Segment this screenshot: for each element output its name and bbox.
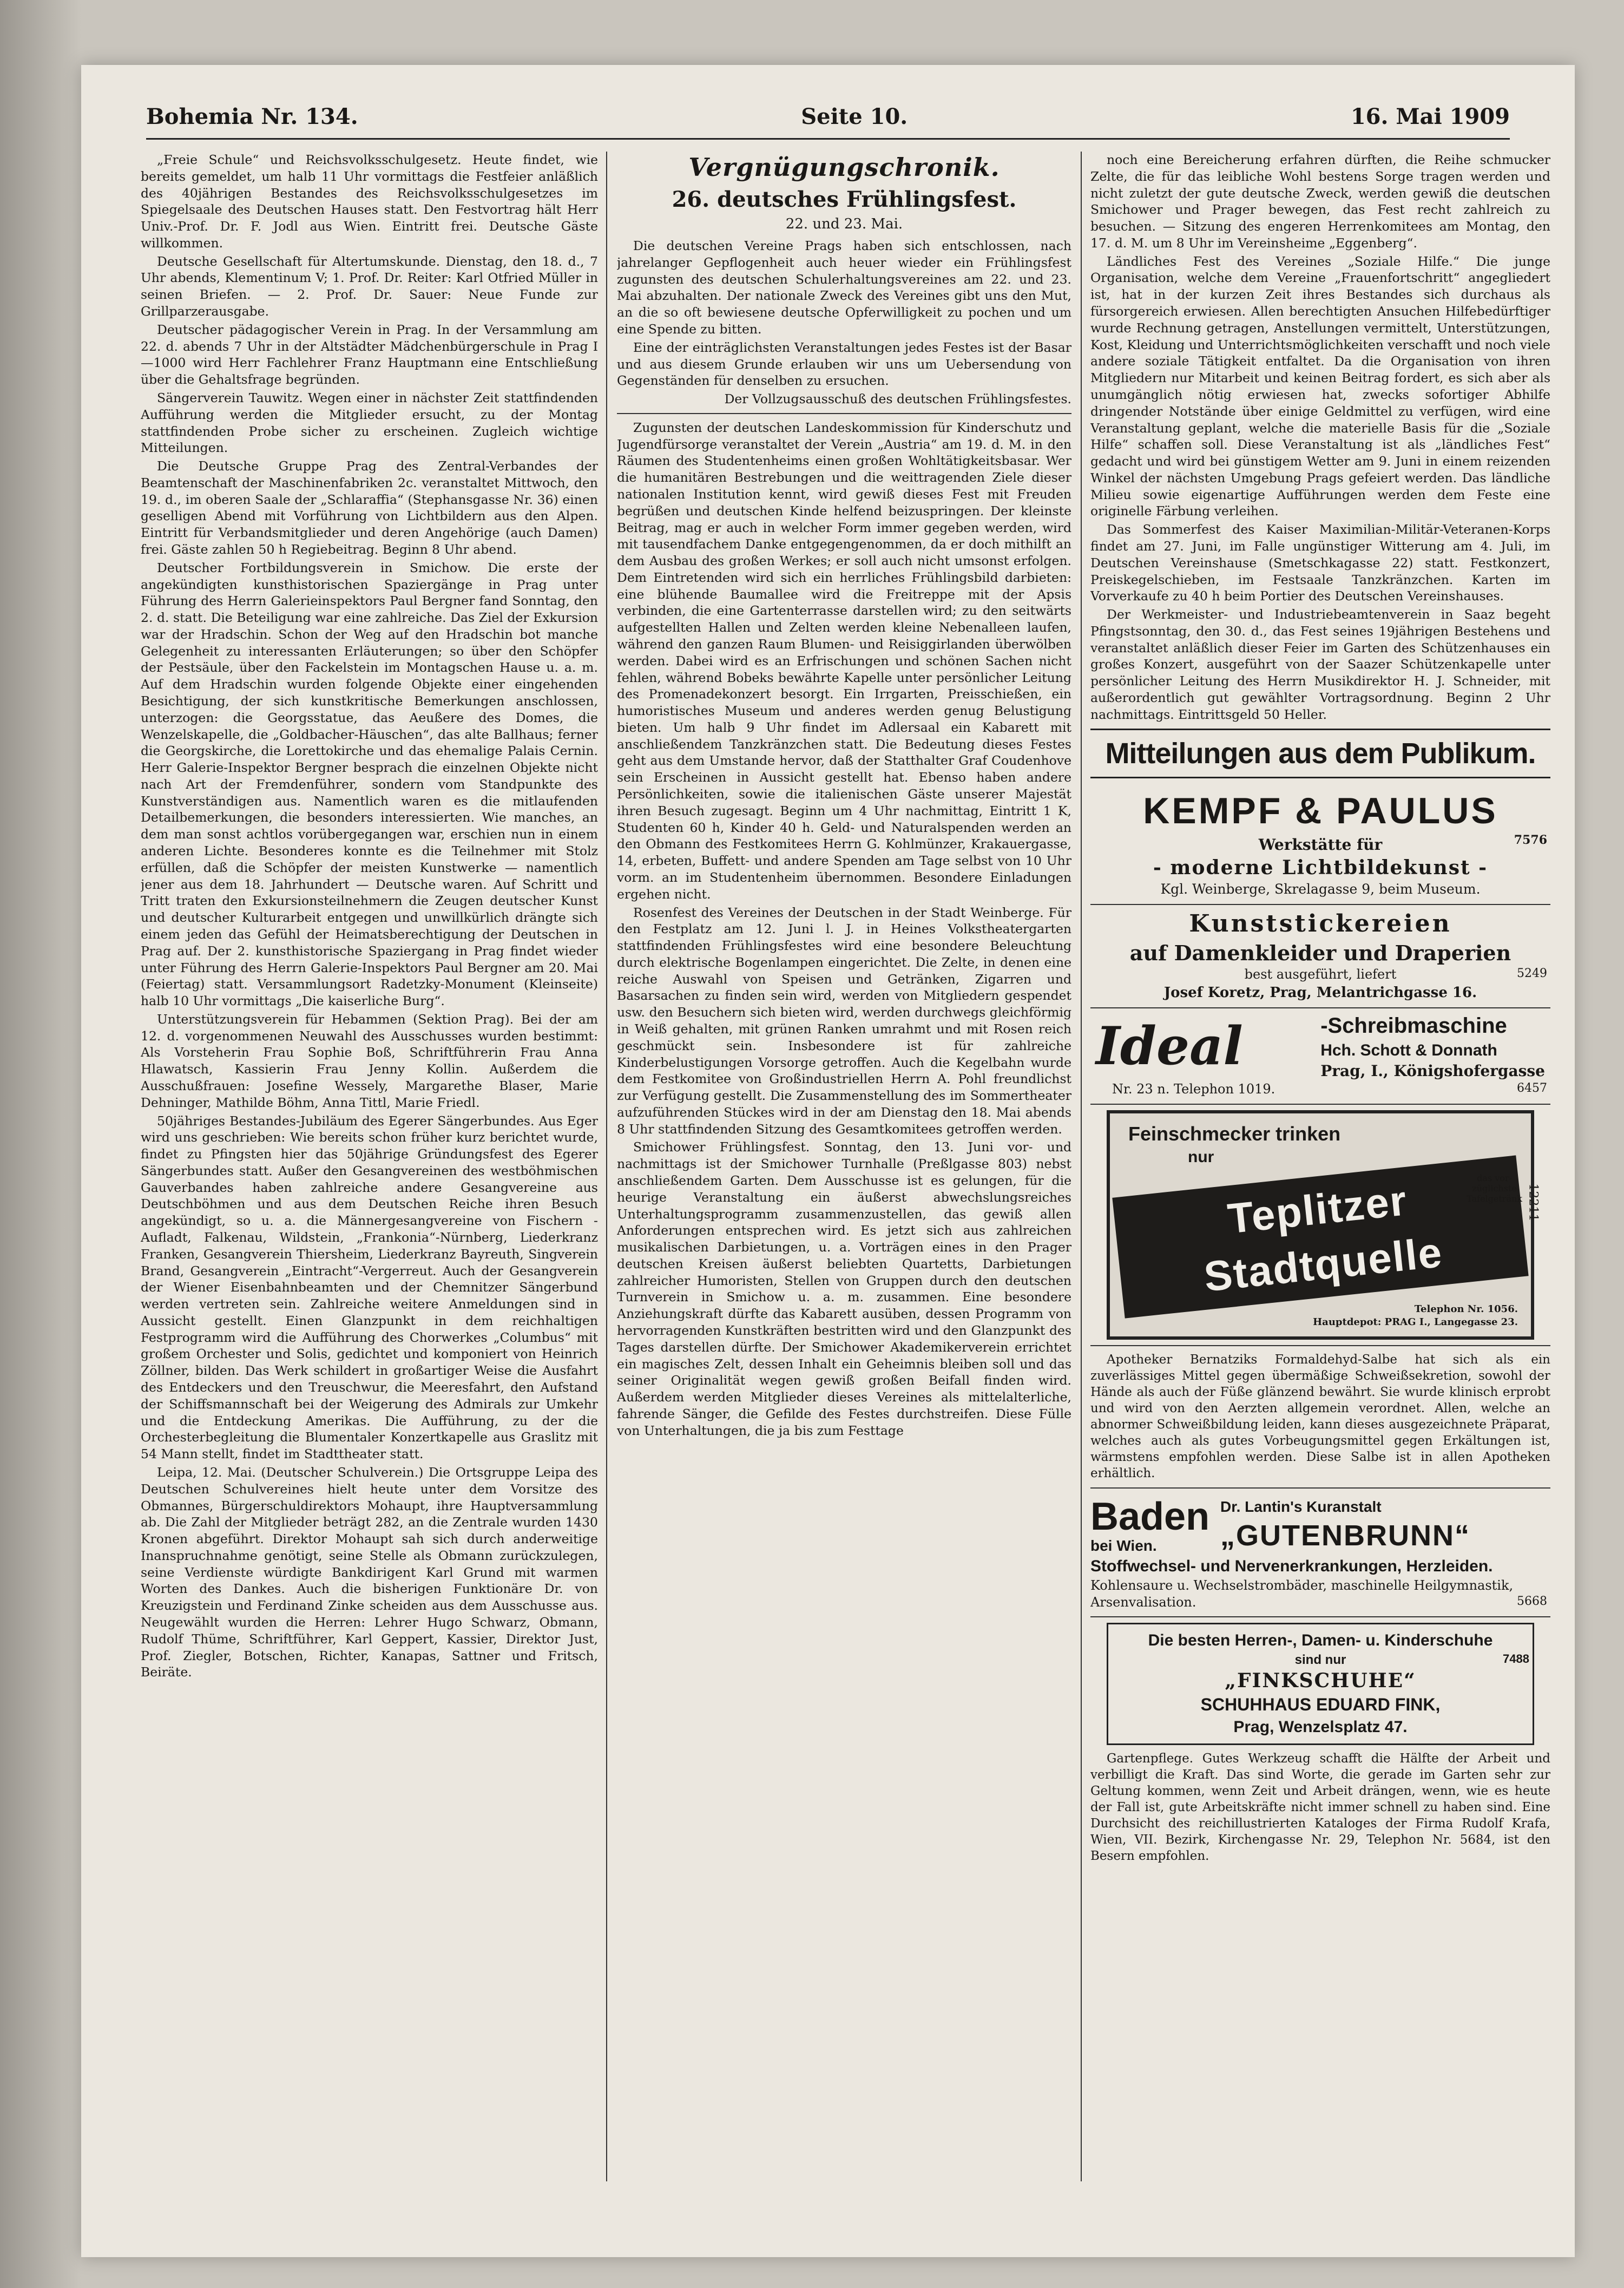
ad-number: 7488 <box>1503 1651 1529 1666</box>
ad-line <box>1090 835 1550 855</box>
ad-line: bei Wien. <box>1090 1537 1157 1554</box>
ad-line: Feinschmecker trinken <box>1128 1122 1341 1145</box>
ad-ideal-schreibmaschine <box>1090 1008 1550 1105</box>
article: noch eine Bereicherung erfahren dürften, die Reihe schmucker Zelte, die für das leibliche Wohl bestens Sorge tragen werden und nicht zuletzt der gute deutsche Zweck, werden gewiß die deutschen Smichower und Prager bewegen, das Fest recht zahlreich zu besuchen. — Sitzung des engeren Herrenkomitees am Montag, den 17. d. M. um 8 Uhr im Vereinsheime „Eggenberg“. <box>1090 152 1550 251</box>
column-rule <box>606 152 607 2181</box>
ad-line: nur <box>1188 1148 1214 1166</box>
ad-row <box>1090 1494 1550 1556</box>
ad-line: Dr. Lantin's Kuranstalt <box>1220 1498 1382 1515</box>
ad-text-block <box>1320 1012 1545 1081</box>
ad-number: 5668 <box>1517 1594 1547 1608</box>
article: Unterstützungsverein für Hebammen (Sektion Prag). Bei der am 12. d. vorgenommenen Neuwahl des Ausschusses wurden bestimmt: Als Vorsteherin Frau Sophie Boß, Schriftführerin Frau Anna Hlawatsch, Kassierin Frau Jenny Kollin. Außerdem die Ausschußfrauen: Josefine Wessely, Margarethe Blaser, Marie Dehninger, Mathilde Böhm, Anna Tittl, Marie Friedl. <box>141 1011 598 1110</box>
column-rule <box>1081 152 1082 2181</box>
ad-line: - moderne Lichtbildekunst - <box>1153 856 1488 880</box>
article: 50jähriges Bestandes-Jubiläum des Egerer Sängerbundes. Aus Eger wird uns geschrieben: Wie bereits schon früher kurz berichtet wurde, findet zu Pfingsten hier das 50jährige Gründungsfest des Egerer Sängerbundes statt. Außer den Gesangvereinen des westböhmischen Gauverbandes haben zahlreiche andere Gesangvereine aus Deutschböhmen und aus dem Deutschen Reiche ihren Besuch angekündigt, so u. a. die Männergesangvereine von Fischern - Aufladt, Falkenau, Wildstein, „Frankonia“-Nürnberg, Liederkranz Franken, Gesangverein Thiersheim, Liederkranz Bayreuth, Singverein Brand, Gesangverein „Eintracht“-Vergerreut. Auch der Gesangverein der Wiener Eisenbahnbeamten und der Chemnitzer Sängerbund werden vertreten sein. Zahlreiche weitere Anmeldungen sind in Aussicht gestellt. Einen Glanzpunkt in dem reichhaltigen Festprogramm wird die Aufführung des Chorwerkes „Columbus“ mit großem Orchester und Solis, gedichtet und komponiert von Heinrich Zöllner, bilden. Das Werk schildert in großartiger Weise die Ausfahrt des Entdeckers und den Treuschwur, die Meeresfahrt, den Aufstand der Schiffsmannschaft bei der Weigerung des Admirals zur Umkehr und die Entdeckung Amerikas. Die Aufführung, zu der die Orchesterbegleitung die Blumentaler Konzertkapelle aus Graslitz mit 54 Mann stellt, findet im Stadttheater statt. <box>141 1113 598 1462</box>
ads-section-title: Mitteilungen aus dem Publikum. <box>1090 729 1550 779</box>
ad-kunststickereien <box>1090 905 1550 1008</box>
ad-number: 5249 <box>1517 967 1547 981</box>
article: Ländliches Fest des Vereines „Soziale Hilfe.“ Die junge Organisation, welche dem Vereine „Frauenfortschritt“ angegliedert ist, hat in der kurzen Zeit ihres Bestandes sich durchaus als fürsorgereich erwiesen. Allen berechtigten Ansuchen Hilfebedürftiger wurde Rechnung getragen, Anstellungen vermittelt, Unterstützungen, Kost, Kleidung und Unterrichtsmöglichkeiten verschafft und noch viele andere soziale Tätigkeit entfaltet. Da die Organisation von ihren Mitgliedern nur Mitarbeit und keinen Beitrag fordert, es sich aber als unumgänglich nötig erwiesen hat, zwecks sofortiger Abhilfe dringender Notstände über einige Geldmittel zu verfügen, wird eine Veranstaltung geplant, welche die materielle Basis für die „Soziale Hilfe“ schaffen soll. Diese Veranstaltung ist als „ländliches Fest“ gedacht und wird bei günstigem Wetter am 9. Juni in einem reizenden Winkel der nächsten Umgebung Prags gefeiert werden. Das ländliche Milieu sowie eigenartige Aufführungen werden dem Feste eine originelle Färbung verleihen. <box>1090 253 1550 519</box>
ad-title: „FINKSCHUHE“ <box>1225 1669 1416 1693</box>
section-title: Vergnügungschronik. <box>688 153 1000 182</box>
ad-line: -Schreibmaschine <box>1320 1013 1507 1038</box>
article: Zugunsten der deutschen Landeskommission für Kinderschutz und Jugendfürsorge veranstaltet der Verein „Austria“ am 19. d. M. in den Räumen des Studentenheims einen großen Wohltätigkeitsbasar. Wer die humanitären Bestrebungen und die weittragenden Ziele dieser nationalen Institution kennt, wird gewiß dieses Fest mit Freuden begrüßen und deutschen Kinde helfend beizuspringen. Der kleinste Beitrag, mag er auch in welcher Form immer gegeben werden, wird mit tausendfachem Danke entgegengenommen, da er doch mithilft an dem Ausbau des großen Werkes; er soll auch nicht umsonst erfolgen. Dem Eintretenden wird sich ein herrliches Frühlingsbild darbieten: eine blühende Baumallee wird die Freitreppe mit der Apsis verbinden, die eine Gartenterrasse darstellen wird; zu den seitwärts aufgestellten Hallen und Zelten werden kleine Nebenalleen laufen, während den ganzen Raum Blumen- und Reisiggirlanden überwölben werden. Dabei wird es an Erfrischungen und schönen Sachen nicht fehlen, während Bobeks bewährte Kapelle unter persönlicher Leitung des Promenadekonzert besorgt. Ein Irrgarten, Preisschießen, ein humoristisches Museum und anderes werden genug Belustigung bieten. Um halb 9 Uhr findet im Adlersaal ein Kabarett mit anschließendem Tanzkränzchen statt. Die Bedeutung dieses Festes geht aus dem Umstande hervor, daß der Statthalter Graf Coudenhove sein Erscheinen in Aussicht gestellt hat. Ebenso haben andere Persönlichkeiten, sowie die italienischen Gäste unserer Majestät ihren Besuch zugesagt. Beginn um 4 Uhr nachmittag, Eintritt 1 K, Studenten 60 h, Kinder 40 h. Geld- und Naturalspenden werden an den Obmann des Festkomitees Herrn G. Kohlmünzer, Krakauergasse, 14, erbeten, Buffett- und andere Spenden am Tage selbst von 10 Uhr vorm. an im Studentenheim übernommen. Besondere Einladungen ergehen nicht. <box>617 419 1071 902</box>
ad-side-text <box>1467 1173 1522 1204</box>
ad-line: Hauptdepot: PRAG I., Langegasse 23. <box>1313 1316 1518 1328</box>
section-date: 22. und 23. Mai. <box>785 215 903 232</box>
ad-text: Tafelgetränk <box>1467 1194 1522 1204</box>
ad-text: züglichste <box>1472 1183 1517 1194</box>
column-left <box>141 152 598 2181</box>
ad-line <box>1090 1577 1550 1611</box>
ad-finkschuhe <box>1107 1623 1534 1745</box>
notice-gartenpflege: Gartenpflege. Gutes Werkzeug schafft die Hälfte der Arbeit und verbilligt die Kraft. Das sind Worte, die gerade im Garten sehr zur Geltung kommen, wenn Zeit und Arbeit drängen, wenn, wie es heute der Fall ist, gute Arbeitskräfte nicht immer schnell zu haben sind. Eine Durchsicht des reichillustrierten Kataloges der Firma Rudolf Krafa, Wien, VII. Bezirk, Kirchengasse Nr. 29, Telephon Nr. 5684, ist den Besern empfohlen. <box>1090 1751 1550 1864</box>
ad-line: Telephon Nr. 1056. <box>1414 1303 1518 1315</box>
ad-line: SCHUHHAUS EDUARD FINK, <box>1200 1695 1441 1715</box>
ad-line <box>1114 1651 1527 1668</box>
ad-number: 7576 <box>1514 833 1547 848</box>
article: Die Deutsche Gruppe Prag des Zentral-Verbandes der Beamtenschaft der Maschinenfabriken 2c. veranstaltet Mittwoch, den 19. d., im oberen Saale der „Schlaraffia“ (Stephansgasse Nr. 36) einen geselligen Abend mit Vorführung von Lichtbildern aus den Alpen. Eintritt für Verbandsmitglieder und deren Angehörige (auch Damen) frei. Gäste zahlen 50 h Regiebeitrag. Beginn 8 Uhr abend. <box>141 458 598 557</box>
section-subtitle: 26. deutsches Frühlingsfest. <box>672 186 1017 212</box>
article: Sängerverein Tauwitz. Wegen einer in nächster Zeit stattfindenden Aufführung werden die Mitglieder ersucht, zu der Montag stattfindenden Probe sicher zu erscheinen. Zugleich wichtige Mitteilungen. <box>141 390 598 456</box>
ad-logo-block <box>1090 1494 1210 1556</box>
article: Der Werkmeister- und Industriebeamtenverein in Saaz begeht Pfingstsonntag, den 30. d., das Fest seines 19jährigen Bestehens und veranstaltet anläßlich dieser Feier im Garten des Schützenhauses ein großes Konzert, ausgeführt von der Saazer Schützenkapelle unter persönlicher Leitung des Herrn Musikdirektor H. J. Schneider, mit außerordentlich gut gewählter Vortragsordnung. Beginn 2 Uhr nachmittags. Eintrittsgeld 50 Heller. <box>1090 607 1550 722</box>
scan-border <box>0 0 81 2288</box>
ad-line: Die besten Herren-, Damen- u. Kinderschuhe <box>1148 1631 1493 1650</box>
header-center: Seite 10. <box>801 103 908 129</box>
newspaper-page <box>81 65 1575 2257</box>
notice-apotheke: Apotheker Bernatziks Formaldehyd-Salbe hat sich als ein zuverlässiges Mittel gegen übermäßige Schweißsekretion, sowohl der Hände als auch der Füße glänzend bewährt. Sie wurde klinisch erprobt und wird von den Aerzten allgemein verordnet. Allen, welche an abnormer Schweißbildung leiden, kann dieses ausgezeichnete Präparat, welches auch als gutes Vorbeugungsmittel gegen Erkältungen ist, wärmstens empfohlen werden. Diese Salbe ist in allen Apotheken erhältlich. <box>1090 1352 1550 1481</box>
ad-row <box>1090 1012 1550 1081</box>
ad-line: auf Damenkleider und Draperien <box>1129 940 1511 965</box>
article: Eine der einträglichsten Veranstaltungen jedes Festes ist der Basar und aus diesem Grunde erlauben wir uns um Uebersendung von Gegenständen für denselben zu ersuchen. <box>617 339 1071 389</box>
ad-logo: Ideal <box>1096 1015 1243 1077</box>
ad-line: Stoffwechsel- und Nervenerkrankungen, Herzleiden. <box>1090 1557 1493 1576</box>
header-left: Bohemia Nr. 134. <box>146 103 358 129</box>
column-right <box>1090 152 1550 2181</box>
ad-number: 6457 <box>1517 1081 1547 1096</box>
divider <box>617 413 1071 414</box>
ad-kempf-paulus <box>1090 784 1550 905</box>
article: Smichower Frühlingsfest. Sonntag, den 13. Juni vor- und nachmittags ist der Smichower Turnhalle (Preßlgasse 803) nebst anschließendem Garten. Dem Ausschusse ist es gelungen, für die heurige Veranstaltung ein äußerst abwechslungsreiches Unterhaltungsprogramm zusammenzustellen, das gewiß allen Anforderungen entsprechen wird. Es jetzt sich aus zahlreichen musikalischen Darbietungen, u. a. Vorträgen eines in den Prager deutschen Kreisen äußerst beliebten Quartetts, Darbietungen zahlreicher Humoristen, Stellen von Gruppen durch den deutschen Turnverein in Smichow u. a. m. zusammen. Eine besondere Anziehungskraft dürfte das Kabarett ausüben, dessen Programm von hervorragenden Kunstkräften bestritten wird und den Glanzpunkt des Tages darstellen dürfte. Der Smichower Akademikerverein errichtet ein magisches Zelt, dessen Inhalt ein Geheimnis bleiben soll und das seiner Originalität wegen gewiß großen Beifall finden wird. Außerdem werden Mitglieder dieses Vereines als mittelalterliche, fahrende Sänger, die Gefilde des Festes durchstreifen. Diese Fülle von Unterhaltungen, die ja bis zum Festtage <box>617 1139 1071 1438</box>
article: Deutscher pädagogischer Verein in Prag. In der Versammlung am 22. d. abends 7 Uhr in der Altstädter Mädchenbürgerschule in Prag I—1000 wird Herr Fachlehrer Franz Hauptmann eine Entschließung über die Gehaltsfrage begründen. <box>141 322 598 388</box>
ad-text-block <box>1209 1497 1470 1555</box>
header-right: 16. Mai 1909 <box>1350 103 1510 129</box>
ad-title: Kunststickereien <box>1189 909 1452 938</box>
ad-text: das vor- <box>1477 1172 1512 1183</box>
ad-line: Prag, I., Königshofergasse <box>1320 1061 1545 1080</box>
ad-line <box>1090 966 1550 983</box>
article: Deutscher Fortbildungsverein in Smichow. Die erste der angekündigten kunsthistorischen Spaziergänge in Prag unter Führung des Herrn Galerieinspektors Paul Bergner fand Sonntag, den 2. d. statt. Die Beteiligung war eine zahlreiche. Das Ziel der Exkursion war der Hradschin. Schon der Weg auf den Hradschin bot manche Gelegenheit zu interessanten Erläuterungen; so über den Schöpfer der Pestsäule, über den Fackelstein im Montagschen Hause u. a. m. Auf dem Hradschin wurden folgende Objekte einer eingehenden Besichtigung, der sich kunstkritische Bemerkungen anschlossen, unterzogen: die Georgsstatue, das Aeußere des Domes, die Wenzelskapelle, die „Goldbacher-Häuschen“, das alte Ballhaus; ferner die Georgskirche, die Lorettokirche und das ehemalige Palais Cernin. Herr Galerie-Inspektor Bergner besprach die einzelnen Objekte nicht nach Art der Fremdenführer, sondern vom Standpunkte des Kunstverständigen aus. Namentlich waren es die mitlaufenden Detailbemerkungen, die besonders interessierten. Wie manches, an dem man sonst achtlos vorübergegangen war, erschien nun in einem anderen Lichte. Besonderes konnte es die Teilnehmer mit Stolz erfüllen, daß die Schöpfer der meisten Kunstwerke — namentlich jener aus dem 18. Jahrhundert — Deutsche waren. Auf Schritt und Tritt traten den Exkursionsteilnehmern die Zeugen deutscher Kunst und deutscher Kulturarbeit entgegen und unwillkürlich drängte sich einem jeden das Gefühl der Heimatsberechtigung der Deutschen in Prag auf. Der 2. kunsthistorische Spaziergang in Prag findet wieder unter Führung des Herrn Galerie-Inspektors Paul Bergner am 20. Mai (Feiertag) statt. Versammlungsort Radetzky-Monument (Kleinseite) halb 10 Uhr vormittags „Die kaiserliche Burg“. <box>141 560 598 1009</box>
ad-line <box>1090 1081 1550 1098</box>
ad-line: Prag, Wenzelsplatz 47. <box>1233 1718 1408 1736</box>
ad-logo: Baden <box>1090 1494 1210 1538</box>
article: Die deutschen Vereine Prags haben sich entschlossen, nach jahrelanger Gepflogenheit auch heuer wieder ein Frühlingsfest zugunsten des deutschen Schulerhaltungsvereines am 22. und 23. Mai abzuhalten. Der nationale Zweck des Vereines gibt uns den Mut, an die so oft bewiesene deutsche Opferwilligkeit zu pochen und um eine Spende zu bitten. <box>617 238 1071 337</box>
ad-baden-gutenbrunn <box>1090 1494 1550 1618</box>
ad-text: Nr. 23 n. Telephon 1019. <box>1112 1081 1275 1097</box>
ad-title: „GUTENBRUNN“ <box>1220 1519 1471 1552</box>
article-signature: Der Vollzugsausschuß des deutschen Frühlingsfestes. <box>724 391 1071 407</box>
column-middle <box>617 152 1071 2181</box>
ad-line: Josef Koretz, Prag, Melantrichgasse 16. <box>1163 984 1477 1001</box>
ad-teplitzer-stadtquelle <box>1107 1110 1540 1340</box>
ad-logo: Teplitzer Stadtquelle <box>1112 1155 1528 1319</box>
ad-text: best ausgeführt, liefert <box>1244 967 1397 982</box>
article: Leipa, 12. Mai. (Deutscher Schulverein.) Die Ortsgruppe Leipa des Deutschen Schulvereines hielt heute unter dem Vorsitze des Obmannes, Bürgerschuldirektors Mohaupt, ihre Hauptversammlung ab. Die Zahl der Mitglieder beträgt 282, an die Zentrale wurden 1430 Kronen abgeführt. Direktor Mohaupt sah sich durch anderweitige Inanspruchnahme genötigt, seine Stelle als Obmann zurückzulegen, seine Verdienste würdigte Bankdirigent Karl Grund mit warmen Worten des Dankes. Auch die bisherigen Funktionäre Dr. von Kreuzigstein und Ferdinand Zinke scheiden aus dem Ausschusse aus. Neugewählt wurden die Herren: Lehrer Hugo Schwarz, Obmann, Rudolf Thüme, Schriftführer, Karl Geppert, Kassier, Direktor Just, Prof. Ziegler, Botschen, Richter, Kanapas, Sattner und Fritsch, Beiräte. <box>141 1464 598 1680</box>
ad-text: Werkstätte für <box>1258 836 1383 854</box>
ad-text: Kohlensaure u. Wechselstrombäder, maschinelle Heilgymnastik, Arsenvalisation. <box>1090 1577 1514 1610</box>
ad-title: KEMPF & PAULUS <box>1143 790 1498 832</box>
ad-text: sind nur <box>1294 1652 1346 1667</box>
ad-line: Hch. Schott & Donnath <box>1320 1041 1497 1060</box>
article: Rosenfest des Vereines der Deutschen in der Stadt Weinberge. Für den Festplatz am 12. Juni l. J. in Heines Volkstheatergarten stattfindenden Frühlingsfestes wird eine besondere Beleuchtung durch elektrische Bogenlampen eingerichtet. Die Zelte, in denen eine reiche Auswahl von Speisen und Getränken, Zigarren und Basarsachen zu finden sein wird, werden von Mitgliedern gespendet usw. den Besuchern sich bieten wird, werden durchwegs gleichförmig in Weiß gehalten, mit grünen Ranken umrahmt und mit Rosen reich geschmückt sein. Insbesondere ist für zahlreiche Kinderbelustigungen Vorsorge getroffen. Auch die Kegelbahn wurde dem Festkomitee von Großindustriellen Herrn A. Pohl freundlichst zur Verfügung gestellt. Die Zusammenstellung des im Sommertheater aufzuführenden Stückes wird in der am Dienstag den 18. Mai abends 8 Uhr stattfindenden Sitzung des Gesamtkomitees getroffen werden. <box>617 904 1071 1137</box>
page-header <box>146 95 1510 140</box>
ad-number: 12211 <box>1526 1183 1540 1222</box>
article: „Freie Schule“ und Reichsvolksschulgesetz. Heute findet, wie bereits gemeldet, um halb 11 Uhr vormittags die Festfeier anläßlich des 40jährigen Bestandes des Reichsvolksschulgesetzes im Spiegelsaale des Deutschen Hauses statt. Den Festvortrag hält Herr Univ.-Prof. Dr. F. Jodl aus Wien. Eintritt frei. Deutsche Gäste willkommen. <box>141 152 598 251</box>
divider <box>1090 1487 1550 1489</box>
divider <box>1090 1345 1550 1346</box>
article: Deutsche Gesellschaft für Altertumskunde. Dienstag, den 18. d., 7 Uhr abends, Klementinum V; 1. Prof. Dr. Reiter: Karl Otfried Müller in seinen Briefen. — 2. Prof. Dr. Sauer: Neue Funde zur Grillparzerausgabe. <box>141 253 598 319</box>
article: Das Sommerfest des Kaiser Maximilian-Militär-Veteranen-Korps findet am 27. Juni, im Falle ungünstiger Witterung am 4. Juli, im Deutschen Vereinshause (Smetschkagasse 22) statt. Festkonzert, Preiskegelschieben, im Festsaale Tanzkränzchen. Karten im Vorverkaufe zu 40 h beim Portier des Deutschen Vereinshauses. <box>1090 522 1550 604</box>
ad-line: Kgl. Weinberge, Skrelagasse 9, beim Museum. <box>1160 881 1481 897</box>
